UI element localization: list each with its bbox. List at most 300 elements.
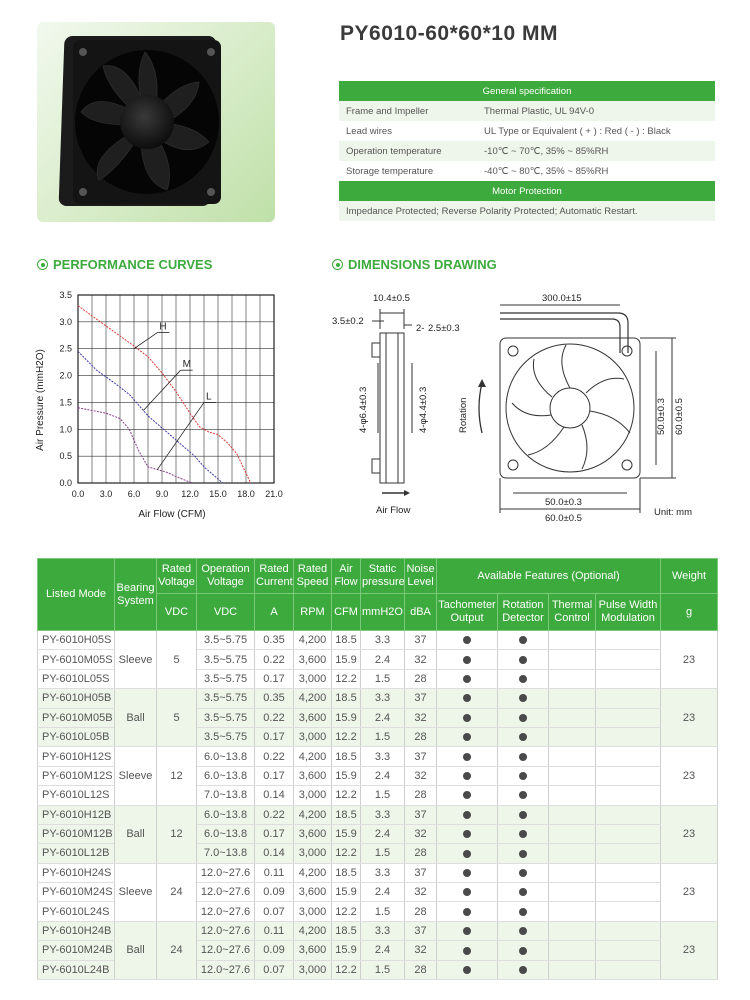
dim-offset: 3.5±0.2 bbox=[332, 316, 364, 327]
noise-cell: 28 bbox=[405, 844, 437, 863]
available-bullet-icon bbox=[463, 850, 471, 858]
bearing-cell: Sleeve bbox=[115, 747, 157, 805]
feature-tacho-cell bbox=[437, 863, 498, 882]
series-line-m bbox=[78, 351, 223, 483]
dim-hub: 2.5±0.3 bbox=[428, 323, 460, 334]
noise-cell: 28 bbox=[405, 786, 437, 805]
col-weight: Weight bbox=[661, 559, 718, 594]
pressure-cell: 3.3 bbox=[361, 631, 405, 650]
noise-cell: 37 bbox=[405, 921, 437, 940]
weight-cell: 23 bbox=[661, 805, 718, 863]
col-feature-pwm: Pulse Width Modulation bbox=[596, 594, 661, 631]
col-static-pressure: Static pressure bbox=[361, 559, 405, 594]
model-cell: PY-6010M05S bbox=[38, 650, 115, 669]
product-title: PY6010-60*60*10 MM bbox=[340, 22, 558, 45]
current-cell: 0.14 bbox=[255, 844, 294, 863]
speed-cell: 4,200 bbox=[294, 863, 332, 882]
pressure-cell: 1.5 bbox=[361, 727, 405, 746]
op-voltage-cell: 3.5~5.75 bbox=[197, 669, 255, 688]
op-voltage-cell: 6.0~13.8 bbox=[197, 747, 255, 766]
unit-op-voltage: VDC bbox=[197, 594, 255, 631]
feature-rotation-cell bbox=[498, 941, 549, 960]
unit-air-flow: CFM bbox=[332, 594, 361, 631]
feature-pwm-cell bbox=[596, 669, 661, 688]
airflow-cell: 18.5 bbox=[332, 863, 361, 882]
dimensions-heading-text: DIMENSIONS DRAWING bbox=[348, 257, 497, 272]
col-noise: Noise Level bbox=[405, 559, 437, 594]
x-tick-label: 15.0 bbox=[209, 489, 227, 499]
speed-cell: 3,600 bbox=[294, 941, 332, 960]
dim-hub-prefix: 2- bbox=[416, 323, 425, 334]
x-tick-label: 6.0 bbox=[127, 489, 141, 499]
chart-y-ticks bbox=[59, 290, 72, 488]
bearing-cell: Ball bbox=[115, 921, 157, 979]
speed-cell: 4,200 bbox=[294, 805, 332, 824]
model-cell: PY-6010M05B bbox=[38, 708, 115, 727]
noise-cell: 37 bbox=[405, 863, 437, 882]
airflow-cell: 15.9 bbox=[332, 883, 361, 902]
available-bullet-icon bbox=[463, 675, 471, 683]
feature-thermal-cell bbox=[549, 960, 596, 979]
col-feature-rotation: Rotation Detector bbox=[498, 594, 549, 631]
feature-pwm-cell bbox=[596, 921, 661, 940]
airflow-cell: 15.9 bbox=[332, 650, 361, 669]
noise-cell: 37 bbox=[405, 689, 437, 708]
product-photo-panel bbox=[37, 22, 275, 222]
airflow-cell: 15.9 bbox=[332, 708, 361, 727]
speed-cell: 3,000 bbox=[294, 669, 332, 688]
feature-rotation-cell bbox=[498, 631, 549, 650]
pressure-cell: 1.5 bbox=[361, 786, 405, 805]
target-icon bbox=[37, 259, 48, 270]
feature-pwm-cell bbox=[596, 902, 661, 921]
feature-rotation-cell bbox=[498, 824, 549, 843]
feature-thermal-cell bbox=[549, 883, 596, 902]
table-row bbox=[38, 805, 718, 824]
feature-rotation-cell bbox=[498, 669, 549, 688]
airflow-cell: 12.2 bbox=[332, 786, 361, 805]
target-icon bbox=[332, 259, 343, 270]
feature-tacho-cell bbox=[437, 960, 498, 979]
current-cell: 0.11 bbox=[255, 921, 294, 940]
pressure-cell: 3.3 bbox=[361, 747, 405, 766]
bearing-cell: Ball bbox=[115, 805, 157, 863]
dim-thickness: 10.4±0.5 bbox=[373, 293, 410, 304]
available-bullet-icon bbox=[519, 772, 527, 780]
airflow-cell: 15.9 bbox=[332, 766, 361, 785]
feature-thermal-cell bbox=[549, 747, 596, 766]
feature-thermal-cell bbox=[549, 941, 596, 960]
spec-table bbox=[339, 81, 715, 221]
bearing-cell: Sleeve bbox=[115, 631, 157, 689]
spec-value: -10℃ ~ 70℃, 35% ~ 85%RH bbox=[477, 141, 715, 161]
feature-pwm-cell bbox=[596, 941, 661, 960]
rated-voltage-cell: 5 bbox=[157, 689, 197, 747]
spec-key: Lead wires bbox=[346, 125, 392, 137]
dim-hole-1: 4-φ6.4±0.3 bbox=[358, 386, 369, 433]
speed-cell: 3,000 bbox=[294, 727, 332, 746]
speed-cell: 3,000 bbox=[294, 844, 332, 863]
available-bullet-icon bbox=[463, 908, 471, 916]
available-bullet-icon bbox=[519, 656, 527, 664]
chart-x-label: Air Flow (CFM) bbox=[138, 509, 206, 520]
feature-rotation-cell bbox=[498, 883, 549, 902]
feature-thermal-cell bbox=[549, 844, 596, 863]
current-cell: 0.22 bbox=[255, 805, 294, 824]
feature-thermal-cell bbox=[549, 805, 596, 824]
y-tick-label: 0.0 bbox=[59, 478, 72, 488]
airflow-cell: 12.2 bbox=[332, 960, 361, 979]
dim-rotation: Rotation bbox=[458, 397, 469, 433]
chart-grid bbox=[78, 295, 274, 483]
current-cell: 0.22 bbox=[255, 747, 294, 766]
feature-pwm-cell bbox=[596, 883, 661, 902]
x-tick-label: 0.0 bbox=[71, 489, 85, 499]
available-bullet-icon bbox=[519, 908, 527, 916]
spec-key: Storage temperature bbox=[346, 165, 434, 177]
feature-rotation-cell bbox=[498, 863, 549, 882]
x-tick-label: 9.0 bbox=[155, 489, 169, 499]
available-bullet-icon bbox=[463, 636, 471, 644]
weight-cell: 23 bbox=[661, 747, 718, 805]
feature-tacho-cell bbox=[437, 786, 498, 805]
current-cell: 0.35 bbox=[255, 689, 294, 708]
dim-side-1: 50.0±0.3 bbox=[656, 398, 667, 435]
series-label-m: M bbox=[182, 359, 192, 371]
pressure-cell: 2.4 bbox=[361, 650, 405, 669]
feature-pwm-cell bbox=[596, 960, 661, 979]
available-bullet-icon bbox=[519, 675, 527, 683]
current-cell: 0.11 bbox=[255, 863, 294, 882]
op-voltage-cell: 3.5~5.75 bbox=[197, 631, 255, 650]
op-voltage-cell: 12.0~27.6 bbox=[197, 883, 255, 902]
speed-cell: 3,600 bbox=[294, 766, 332, 785]
dim-unit: Unit: mm bbox=[654, 507, 692, 518]
feature-pwm-cell bbox=[596, 786, 661, 805]
current-cell: 0.07 bbox=[255, 960, 294, 979]
airflow-cell: 18.5 bbox=[332, 631, 361, 650]
performance-heading bbox=[37, 257, 212, 272]
bearing-cell: Ball bbox=[115, 689, 157, 747]
col-features: Available Features (Optional) bbox=[437, 559, 661, 594]
current-cell: 0.22 bbox=[255, 708, 294, 727]
unit-weight: g bbox=[661, 594, 718, 631]
model-cell: PY-6010H24S bbox=[38, 863, 115, 882]
col-feature-tacho: Tachometer Output bbox=[437, 594, 498, 631]
feature-tacho-cell bbox=[437, 689, 498, 708]
feature-pwm-cell bbox=[596, 747, 661, 766]
airflow-cell: 18.5 bbox=[332, 921, 361, 940]
available-bullet-icon bbox=[463, 869, 471, 877]
spec-general-header: General specification bbox=[339, 81, 715, 101]
noise-cell: 28 bbox=[405, 727, 437, 746]
feature-rotation-cell bbox=[498, 727, 549, 746]
model-cell: PY-6010M24S bbox=[38, 883, 115, 902]
rated-voltage-cell: 24 bbox=[157, 921, 197, 979]
feature-tacho-cell bbox=[437, 727, 498, 746]
model-cell: PY-6010L12B bbox=[38, 844, 115, 863]
pressure-cell: 1.5 bbox=[361, 902, 405, 921]
col-op-voltage: Operation Voltage bbox=[197, 559, 255, 594]
col-rated-current: Rated Current bbox=[255, 559, 294, 594]
dim-hole-2: 4-φ4.4±0.3 bbox=[418, 386, 429, 433]
model-cell: PY-6010H12S bbox=[38, 747, 115, 766]
col-rated-voltage: Rated Voltage bbox=[157, 559, 197, 594]
spec-motor-header: Motor Protection bbox=[339, 181, 715, 201]
weight-cell: 23 bbox=[661, 921, 718, 979]
airflow-cell: 12.2 bbox=[332, 727, 361, 746]
series-line-l bbox=[78, 408, 192, 483]
rated-voltage-cell: 12 bbox=[157, 805, 197, 863]
available-bullet-icon bbox=[519, 869, 527, 877]
feature-thermal-cell bbox=[549, 631, 596, 650]
current-cell: 0.35 bbox=[255, 631, 294, 650]
col-feature-thermal: Thermal Control bbox=[549, 594, 596, 631]
feature-rotation-cell bbox=[498, 844, 549, 863]
dimensions-drawing bbox=[320, 283, 720, 533]
pressure-cell: 3.3 bbox=[361, 689, 405, 708]
pressure-cell: 2.4 bbox=[361, 883, 405, 902]
airflow-cell: 12.2 bbox=[332, 669, 361, 688]
available-bullet-icon bbox=[463, 811, 471, 819]
model-cell: PY-6010L12S bbox=[38, 786, 115, 805]
dim-airflow: Air Flow bbox=[376, 505, 411, 516]
available-bullet-icon bbox=[463, 714, 471, 722]
airflow-cell: 12.2 bbox=[332, 902, 361, 921]
op-voltage-cell: 3.5~5.75 bbox=[197, 708, 255, 727]
dim-bottom-2: 60.0±0.5 bbox=[545, 513, 582, 524]
available-bullet-icon bbox=[463, 733, 471, 741]
available-bullet-icon bbox=[463, 772, 471, 780]
feature-thermal-cell bbox=[549, 689, 596, 708]
airflow-cell: 12.2 bbox=[332, 844, 361, 863]
fan-front-view bbox=[500, 338, 640, 478]
noise-cell: 37 bbox=[405, 805, 437, 824]
current-cell: 0.09 bbox=[255, 883, 294, 902]
speed-cell: 3,600 bbox=[294, 708, 332, 727]
pressure-cell: 3.3 bbox=[361, 805, 405, 824]
feature-pwm-cell bbox=[596, 650, 661, 669]
feature-rotation-cell bbox=[498, 786, 549, 805]
table-row bbox=[38, 921, 718, 940]
spec-key: Operation temperature bbox=[339, 141, 477, 161]
performance-heading-text: PERFORMANCE CURVES bbox=[53, 257, 213, 272]
table-row bbox=[38, 631, 718, 650]
model-cell: PY-6010M12B bbox=[38, 824, 115, 843]
feature-tacho-cell bbox=[437, 902, 498, 921]
op-voltage-cell: 12.0~27.6 bbox=[197, 960, 255, 979]
y-tick-label: 2.5 bbox=[59, 343, 72, 354]
dim-bottom-1: 50.0±0.3 bbox=[545, 497, 582, 508]
fan-side-view bbox=[380, 333, 404, 483]
series-label-l: L bbox=[206, 391, 212, 403]
model-cell: PY-6010L24S bbox=[38, 902, 115, 921]
available-bullet-icon bbox=[463, 966, 471, 974]
rated-voltage-cell: 5 bbox=[157, 631, 197, 689]
speed-cell: 3,600 bbox=[294, 650, 332, 669]
available-bullet-icon bbox=[463, 947, 471, 955]
current-cell: 0.17 bbox=[255, 766, 294, 785]
current-cell: 0.22 bbox=[255, 650, 294, 669]
available-bullet-icon bbox=[463, 656, 471, 664]
noise-cell: 32 bbox=[405, 883, 437, 902]
spec-motor-text: Impedance Protected; Reverse Polarity Protected; Automatic Restart. bbox=[339, 201, 715, 221]
performance-chart bbox=[30, 285, 283, 525]
feature-rotation-cell bbox=[498, 921, 549, 940]
feature-rotation-cell bbox=[498, 902, 549, 921]
speed-cell: 3,000 bbox=[294, 786, 332, 805]
feature-rotation-cell bbox=[498, 805, 549, 824]
noise-cell: 37 bbox=[405, 631, 437, 650]
available-bullet-icon bbox=[463, 694, 471, 702]
op-voltage-cell: 6.0~13.8 bbox=[197, 766, 255, 785]
series-label-h: H bbox=[159, 321, 167, 333]
cooling-fan-icon bbox=[37, 22, 275, 222]
feature-tacho-cell bbox=[437, 766, 498, 785]
feature-pwm-cell bbox=[596, 727, 661, 746]
model-cell: PY-6010L24B bbox=[38, 960, 115, 979]
available-bullet-icon bbox=[519, 694, 527, 702]
noise-cell: 32 bbox=[405, 824, 437, 843]
op-voltage-cell: 6.0~13.8 bbox=[197, 824, 255, 843]
unit-current: A bbox=[255, 594, 294, 631]
available-bullet-icon bbox=[463, 791, 471, 799]
model-cell: PY-6010H12B bbox=[38, 805, 115, 824]
bearing-cell: Sleeve bbox=[115, 863, 157, 921]
y-tick-label: 0.5 bbox=[59, 451, 72, 462]
pressure-cell: 2.4 bbox=[361, 824, 405, 843]
table-row bbox=[38, 689, 718, 708]
pressure-cell: 1.5 bbox=[361, 960, 405, 979]
available-bullet-icon bbox=[519, 927, 527, 935]
airflow-cell: 18.5 bbox=[332, 805, 361, 824]
feature-rotation-cell bbox=[498, 766, 549, 785]
pressure-cell: 1.5 bbox=[361, 669, 405, 688]
y-tick-label: 2.0 bbox=[59, 370, 72, 381]
available-bullet-icon bbox=[463, 888, 471, 896]
feature-rotation-cell bbox=[498, 689, 549, 708]
op-voltage-cell: 3.5~5.75 bbox=[197, 689, 255, 708]
available-bullet-icon bbox=[463, 753, 471, 761]
airflow-cell: 18.5 bbox=[332, 689, 361, 708]
feature-pwm-cell bbox=[596, 766, 661, 785]
available-bullet-icon bbox=[519, 753, 527, 761]
noise-cell: 32 bbox=[405, 941, 437, 960]
op-voltage-cell: 12.0~27.6 bbox=[197, 863, 255, 882]
op-voltage-cell: 12.0~27.6 bbox=[197, 921, 255, 940]
available-bullet-icon bbox=[519, 966, 527, 974]
pressure-cell: 2.4 bbox=[361, 708, 405, 727]
pressure-cell: 2.4 bbox=[361, 941, 405, 960]
airflow-cell: 18.5 bbox=[332, 747, 361, 766]
feature-thermal-cell bbox=[549, 708, 596, 727]
op-voltage-cell: 7.0~13.8 bbox=[197, 786, 255, 805]
model-cell: PY-6010H24B bbox=[38, 921, 115, 940]
feature-rotation-cell bbox=[498, 747, 549, 766]
op-voltage-cell: 3.5~5.75 bbox=[197, 727, 255, 746]
available-bullet-icon bbox=[519, 850, 527, 858]
feature-rotation-cell bbox=[498, 650, 549, 669]
op-voltage-cell: 12.0~27.6 bbox=[197, 941, 255, 960]
feature-tacho-cell bbox=[437, 805, 498, 824]
col-air-flow: Air Flow bbox=[332, 559, 361, 594]
noise-cell: 32 bbox=[405, 766, 437, 785]
table-row bbox=[38, 863, 718, 882]
speed-cell: 4,200 bbox=[294, 747, 332, 766]
feature-thermal-cell bbox=[549, 863, 596, 882]
feature-tacho-cell bbox=[437, 708, 498, 727]
current-cell: 0.17 bbox=[255, 727, 294, 746]
available-bullet-icon bbox=[519, 811, 527, 819]
x-tick-label: 21.0 bbox=[265, 489, 283, 499]
speed-cell: 3,000 bbox=[294, 902, 332, 921]
available-bullet-icon bbox=[519, 830, 527, 838]
pressure-cell: 3.3 bbox=[361, 921, 405, 940]
noise-cell: 28 bbox=[405, 669, 437, 688]
model-cell: PY-6010H05S bbox=[38, 631, 115, 650]
y-tick-label: 3.0 bbox=[59, 316, 72, 327]
col-rated-speed: Rated Speed bbox=[294, 559, 332, 594]
available-bullet-icon bbox=[519, 791, 527, 799]
speed-cell: 3,000 bbox=[294, 960, 332, 979]
unit-pressure: mmH2O bbox=[361, 594, 405, 631]
y-tick-label: 1.0 bbox=[59, 424, 72, 435]
current-cell: 0.14 bbox=[255, 786, 294, 805]
available-bullet-icon bbox=[463, 927, 471, 935]
pressure-cell: 2.4 bbox=[361, 766, 405, 785]
feature-tacho-cell bbox=[437, 844, 498, 863]
current-cell: 0.17 bbox=[255, 669, 294, 688]
noise-cell: 37 bbox=[405, 747, 437, 766]
op-voltage-cell: 12.0~27.6 bbox=[197, 902, 255, 921]
feature-rotation-cell bbox=[498, 708, 549, 727]
model-cell: PY-6010M24B bbox=[38, 941, 115, 960]
noise-cell: 28 bbox=[405, 902, 437, 921]
spec-value: UL Type or Equivalent ( + ) : Red ( - ) : Black bbox=[484, 125, 671, 137]
current-cell: 0.17 bbox=[255, 824, 294, 843]
op-voltage-cell: 6.0~13.8 bbox=[197, 805, 255, 824]
current-cell: 0.09 bbox=[255, 941, 294, 960]
chart-y-label: Air Pressure (mmH2O) bbox=[35, 349, 46, 451]
y-tick-label: 3.5 bbox=[59, 290, 72, 300]
feature-thermal-cell bbox=[549, 669, 596, 688]
feature-thermal-cell bbox=[549, 727, 596, 746]
feature-pwm-cell bbox=[596, 631, 661, 650]
col-listed-mode: Listed Mode bbox=[38, 559, 115, 631]
spec-value: Thermal Plastic, UL 94V-0 bbox=[477, 101, 715, 121]
op-voltage-cell: 3.5~5.75 bbox=[197, 650, 255, 669]
feature-thermal-cell bbox=[549, 921, 596, 940]
speed-cell: 3,600 bbox=[294, 824, 332, 843]
model-cell: PY-6010H05B bbox=[38, 689, 115, 708]
feature-tacho-cell bbox=[437, 631, 498, 650]
x-tick-label: 18.0 bbox=[237, 489, 255, 499]
noise-cell: 32 bbox=[405, 708, 437, 727]
feature-tacho-cell bbox=[437, 669, 498, 688]
feature-tacho-cell bbox=[437, 921, 498, 940]
weight-cell: 23 bbox=[661, 689, 718, 747]
model-cell: PY-6010L05B bbox=[38, 727, 115, 746]
feature-tacho-cell bbox=[437, 650, 498, 669]
feature-tacho-cell bbox=[437, 883, 498, 902]
x-tick-label: 12.0 bbox=[181, 489, 199, 499]
airflow-cell: 15.9 bbox=[332, 824, 361, 843]
col-bearing: Bearing System bbox=[115, 559, 157, 631]
feature-tacho-cell bbox=[437, 747, 498, 766]
weight-cell: 23 bbox=[661, 631, 718, 689]
available-bullet-icon bbox=[519, 714, 527, 722]
noise-cell: 32 bbox=[405, 650, 437, 669]
